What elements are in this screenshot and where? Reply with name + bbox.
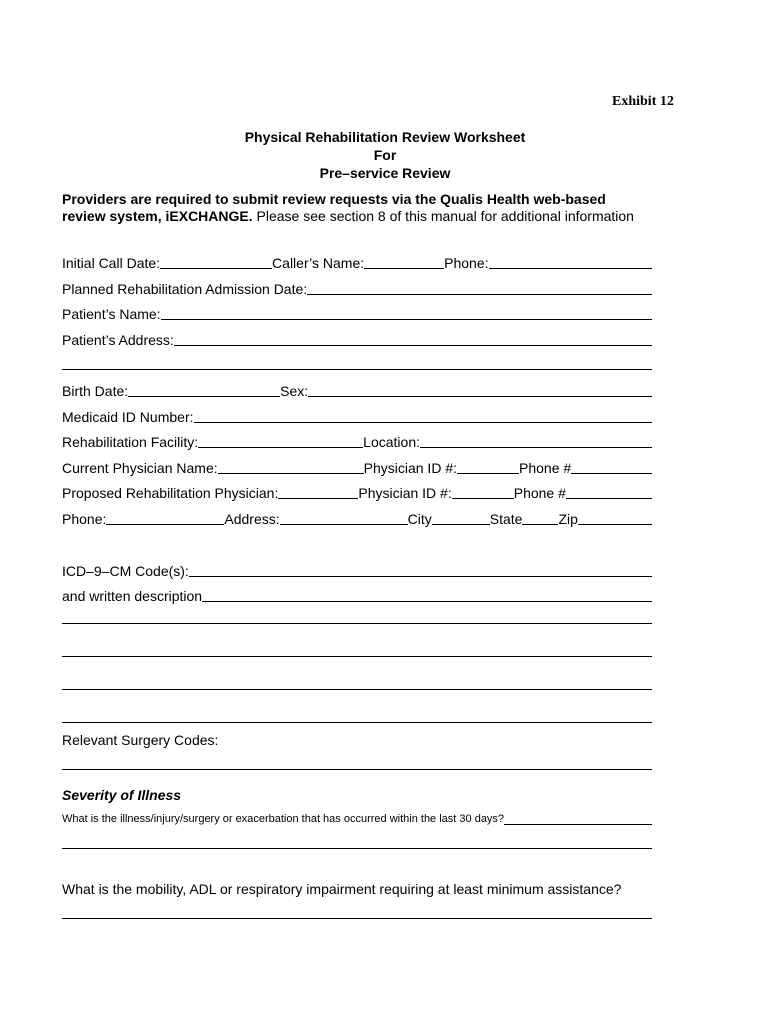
row-medicaid (62, 407, 652, 425)
zip-field[interactable] (578, 510, 652, 525)
physician-id-1-field[interactable] (457, 459, 519, 474)
medicaid-id-label: Medicaid ID Number: (62, 409, 194, 425)
address-field[interactable] (280, 510, 408, 525)
city-label: City (407, 511, 432, 527)
row-birth-date (62, 381, 652, 399)
admission-date-field[interactable] (307, 280, 652, 295)
row-proposed-physician (62, 483, 652, 501)
icd-codes-field[interactable] (189, 562, 652, 577)
notice-bold-2: review system, iEXCHANGE. (62, 208, 253, 224)
worksheet-subtitle: Pre–service Review (319, 165, 451, 181)
surgery-codes-line[interactable] (62, 769, 652, 770)
current-physician-label: Current Physician Name: (62, 460, 218, 476)
physician-id-2-label: Physician ID #: (358, 485, 452, 501)
question-1-label: What is the illness/injury/surgery or exacerbation that has occurred within the last 30 days? (62, 813, 505, 825)
sex-field[interactable] (308, 382, 652, 397)
description-line-4[interactable] (62, 689, 652, 690)
phone2-field[interactable] (106, 510, 224, 525)
location-label: Location: (363, 434, 420, 450)
patient-name-field[interactable] (161, 305, 652, 320)
description-line-3[interactable] (62, 656, 652, 657)
proposed-physician-label: Proposed Rehabilitation Physician: (62, 485, 279, 501)
birth-date-label: Birth Date: (62, 383, 129, 399)
row-initial-call (62, 253, 652, 271)
state-field[interactable] (522, 510, 558, 525)
rehab-facility-label: Rehabilitation Facility: (62, 434, 199, 450)
patient-address-field[interactable] (174, 331, 652, 346)
phone-num-2-label: Phone # (513, 485, 566, 501)
row-written-description (62, 586, 652, 604)
location-field[interactable] (420, 433, 652, 448)
notice-bold-1: Providers are required to submit review requests via the Qualis Health web-based (62, 191, 606, 207)
phone-label: Phone: (444, 255, 489, 271)
callers-name-label: Caller’s Name: (272, 255, 365, 271)
physician-id-2-field[interactable] (452, 484, 514, 499)
current-physician-field[interactable] (218, 459, 364, 474)
patient-address-line-2[interactable] (62, 369, 652, 370)
exhibit-label: Exhibit 12 (612, 94, 674, 109)
medicaid-id-field[interactable] (194, 408, 653, 423)
question-1-field[interactable] (504, 812, 652, 825)
patient-name-label: Patient’s Name: (62, 306, 161, 322)
phone-num-1-label: Phone # (519, 460, 572, 476)
icd-codes-label: ICD–9–CM Code(s): (62, 563, 189, 579)
callers-name-field[interactable] (364, 254, 444, 269)
notice-line-1 (62, 191, 606, 207)
zip-label: Zip (558, 511, 578, 527)
row-question-1 (62, 811, 652, 827)
written-description-field[interactable] (202, 587, 652, 602)
question-2-line[interactable] (62, 918, 652, 919)
question-1-line-2[interactable] (62, 848, 652, 849)
physician-id-1-label: Physician ID #: (363, 460, 457, 476)
description-line-2[interactable] (62, 623, 652, 624)
city-field[interactable] (432, 510, 490, 525)
row-icd-codes (62, 561, 652, 579)
state-label: State (489, 511, 523, 527)
notice-normal-2: Please see section 8 of this manual for additional information (252, 208, 634, 224)
row-patient-name (62, 304, 652, 322)
phone-num-1-field[interactable] (571, 459, 652, 474)
notice-line-2 (62, 208, 634, 224)
written-description-label: and written description (62, 588, 203, 604)
initial-call-date-label: Initial Call Date: (62, 255, 161, 271)
row-contact-address (62, 509, 652, 527)
row-facility (62, 432, 652, 450)
rehab-facility-field[interactable] (198, 433, 363, 448)
sex-label: Sex: (280, 383, 309, 399)
worksheet-title-for: For (373, 147, 397, 163)
description-line-5[interactable] (62, 722, 652, 723)
admission-date-label: Planned Rehabilitation Admission Date: (62, 281, 308, 297)
phone2-label: Phone: (62, 511, 107, 527)
initial-call-date-field[interactable] (160, 254, 272, 269)
severity-heading: Severity of Illness (62, 787, 182, 803)
row-patient-address (62, 330, 652, 348)
question-2-label: What is the mobility, ADL or respiratory impairment requiring at least minimum assistance? (62, 881, 622, 897)
worksheet-title: Physical Rehabilitation Review Worksheet (244, 129, 526, 145)
row-current-physician (62, 458, 652, 476)
birth-date-field[interactable] (128, 382, 280, 397)
address-label: Address: (224, 511, 280, 527)
row-admission-date (62, 279, 652, 297)
phone-num-2-field[interactable] (566, 484, 652, 499)
phone-field[interactable] (489, 254, 653, 269)
surgery-codes-label: Relevant Surgery Codes: (62, 732, 219, 748)
proposed-physician-field[interactable] (278, 484, 358, 499)
patient-address-label: Patient’s Address: (62, 332, 174, 348)
